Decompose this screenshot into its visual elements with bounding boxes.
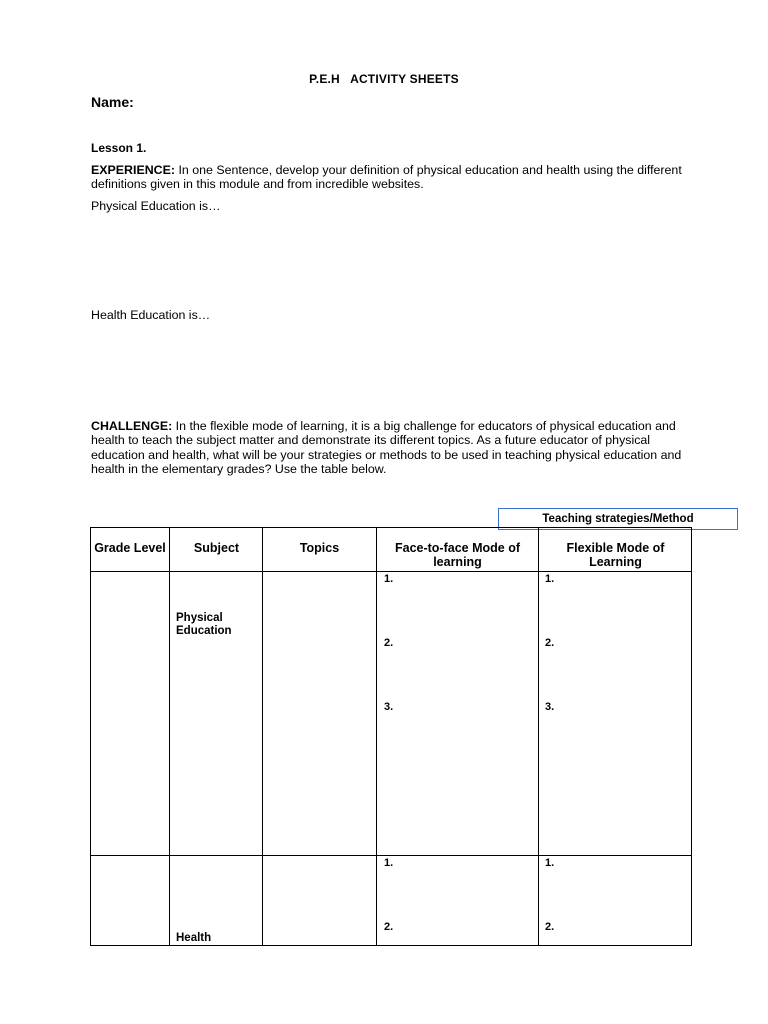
header-topics: Topics xyxy=(299,541,340,555)
experience-paragraph xyxy=(91,163,691,192)
header-face-to-face: Face-to-face Mode of learning xyxy=(394,541,520,569)
teaching-strategies-header: Teaching strategies/Method xyxy=(498,508,738,530)
f2f-item-1: 1. xyxy=(384,573,394,585)
flex-item-3: 3. xyxy=(545,701,555,713)
page-title: P.E.H ACTIVITY SHEETS xyxy=(309,72,459,86)
f2f-item-1: 1. xyxy=(384,857,394,869)
flex-item-2: 2. xyxy=(545,921,555,933)
f2f-item-2: 2. xyxy=(384,637,394,649)
lesson-heading: Lesson 1. xyxy=(91,141,147,155)
experience-text: In one Sentence, develop your definition of physical education and health using the different definitions given in this module and from incredible websites. xyxy=(91,163,682,192)
challenge-text: In the flexible mode of learning, it is a big challenge for educators of physical education and health to teach the subject matter and demonstrate its different topics. As a future educator of physical education and health, what will be your strategies or methods to be used in teaching physical education and health in the elementary grades? Use the table below. xyxy=(91,419,682,476)
table-grid-lines xyxy=(90,527,693,947)
experience-label: EXPERIENCE: xyxy=(91,163,175,177)
f2f-item-2: 2. xyxy=(384,921,394,933)
flex-item-1: 1. xyxy=(545,573,555,585)
header-subject: Subject xyxy=(193,541,240,555)
header-flexible: Flexible Mode of Learning xyxy=(566,541,665,569)
subject-physical-education: Physical Education xyxy=(176,612,232,637)
f2f-item-3: 3. xyxy=(384,701,394,713)
strategies-table xyxy=(90,527,693,947)
he-prompt: Health Education is… xyxy=(91,308,211,322)
subject-health: Health xyxy=(176,932,212,944)
challenge-paragraph xyxy=(91,419,691,476)
flex-item-1: 1. xyxy=(545,857,555,869)
header-grade-level: Grade Level xyxy=(94,541,166,555)
flex-item-2: 2. xyxy=(545,637,555,649)
name-label: Name: xyxy=(91,94,134,110)
pe-prompt: Physical Education is… xyxy=(91,199,221,213)
challenge-label: CHALLENGE: xyxy=(91,419,173,433)
